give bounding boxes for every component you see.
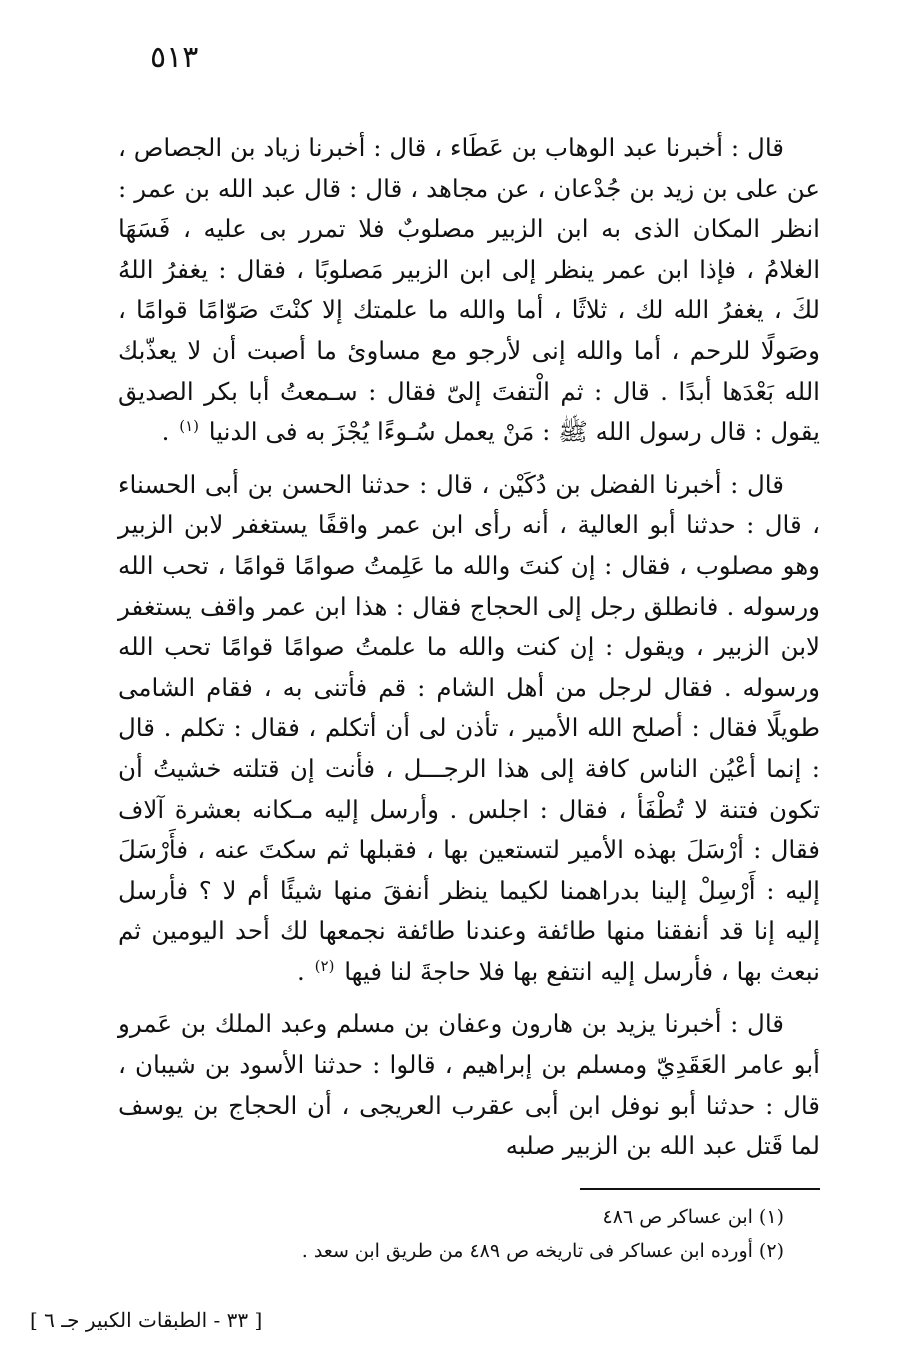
paragraph-end: . <box>297 956 305 986</box>
footnote-ref: (١) <box>179 417 199 435</box>
page-number: ٥١٣ <box>150 40 199 75</box>
signature-mark: [ ٣٣ - الطبقات الكبير جـ ٦ ] <box>30 1308 263 1332</box>
footnotes <box>180 1200 820 1268</box>
paragraph <box>118 128 820 453</box>
footnote: (٢) أورده ابن عساكر فى تاريخه ص ٤٨٩ من طريق ابن سعد . <box>301 1240 784 1262</box>
paragraph <box>118 465 820 993</box>
paragraph-text: قال : أخبرنا يزيد بن هارون وعفان بن مسلم وعبد الملك بن عَمرو أبو عامر العَقَدِيّ ومسلم بن إبراهيم ، قالوا : حدثنا الأسود بن شيبان ، قال : حدثنا أبو نوفل ابن أبى عقرب العريجى ، أن الحجاج بن يوسف لما قَتل عبد الله بن الزبير صلبه <box>118 1009 820 1161</box>
footnote-ref: (٢) <box>314 956 335 975</box>
paragraph-text: قال : أخبرنا الفضل بن دُكَيْن ، قال : حدثنا الحسن بن أبى الحسناء ، قال : حدثنا أبو العالية ، أنه رأى ابن عمر واقفًا يستغفر لابن الزبير وهو مصلوب ، فقال : إن كنتَ والله ما عَلِمتُ صوامًا قوامًا ، تحب الله ورسوله . فانطلق رجل إلى الحجاج فقال : هذا ابن عمر واقف يستغفر لابن الزبير ، ويقول : إن كنت والله ما علمتُ صوامًا قوامًا تحب الله ورسوله . فقال لرجل من أهل الشام : قم فأتنى به ، فقام الشامى طويلًا فقال : أصلح الله الأمير ، تأذن لى أن أتكلم ، فقال : تكلم . قال : إنما أعْيُن الناس كافة إلى هذا الرجـــل ، فأنت إن قتلته خشيتُ أن تكون فتنة لا تُطْفَأ ، فقال : اجلس . وأرسل إليه مـكانه بعشرة آلاف فقال : أرْسَلَ بهذه الأمير لتستعين بها ، فقبلها ثم سكتَ عنه ، فأَرْسَلَ إليه : أَرْسِلْ إلينا بدراهمنا لكيما ينظر أنفقَ منها شيئًا أم لا ؟ فأرسل إليه إنا قد أنفقنا منها طائفة وعندنا طائفة نجمعها لك أحد اليومين ثم نبعث بها ، فأرسل إليه انتفع بها فلا حاجةَ لنا فيها <box>118 469 820 986</box>
footnote-separator <box>580 1188 820 1190</box>
paragraph-end: . <box>161 417 170 447</box>
footnote: (١) ابن عساكر ص ٤٨٦ <box>602 1206 784 1228</box>
main-text <box>118 128 820 1167</box>
paragraph <box>118 1004 820 1166</box>
paragraph-text: قال : أخبرنا عبد الوهاب بن عَطَاء ، قال : أخبرنا زياد بن الجصاص ، عن على بن زيد بن جُدْعان ، عن مجاهد ، قال : قال عبد الله بن عمر : انظر المكان الذى به ابن الزبير مصلوبٌ فلا تمرر بى عليه ، فَسَهَا الغلامُ ، فإذا ابن عمر ينظر إلى ابن الزبير مَصلوبًا ، فقال : يغفرُ اللهُ لكَ ، يغفرُ الله لك ، ثلاثًا ، أما والله ما علمتك إلا كنْتَ صَوّامًا قوامًا ، وصَولًا للرحم ، أما والله إنى لأرجو مع مساوئ ما أصبت أن لا يعذّبك الله بَعْدَها أبدًا . قال : ثم الْتفتَ إلىّ فقال : سـمعتُ أبا بكر الصديق يقول : قال رسول الله ﷺ : مَنْ يعمل سُـوءًا يُجْزَ به فى الدنيا <box>118 133 820 447</box>
